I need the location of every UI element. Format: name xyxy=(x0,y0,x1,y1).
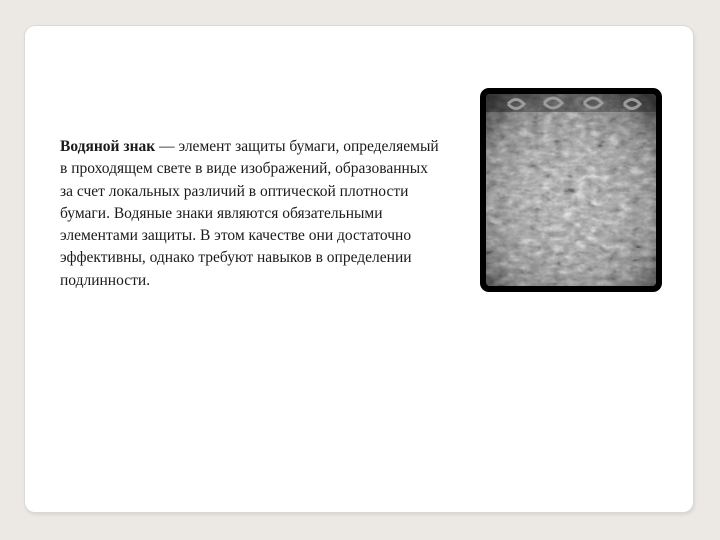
term-heading: Водяной знак xyxy=(60,138,156,155)
slide-card xyxy=(25,26,693,512)
definition-text: — элемент защиты бумаги, определяемый в проходящем свете в виде изображений, образованных за счет локальных различий в оптической плотности бумаги. Водяные знаки являются обязательными элементами защиты. В этом качестве они достаточно эффективны, однако требуют навыков в определении подлинности. xyxy=(60,138,439,289)
watermark-image-frame xyxy=(480,88,662,292)
definition-paragraph xyxy=(60,136,440,292)
watermark-photo-icon xyxy=(486,94,656,286)
